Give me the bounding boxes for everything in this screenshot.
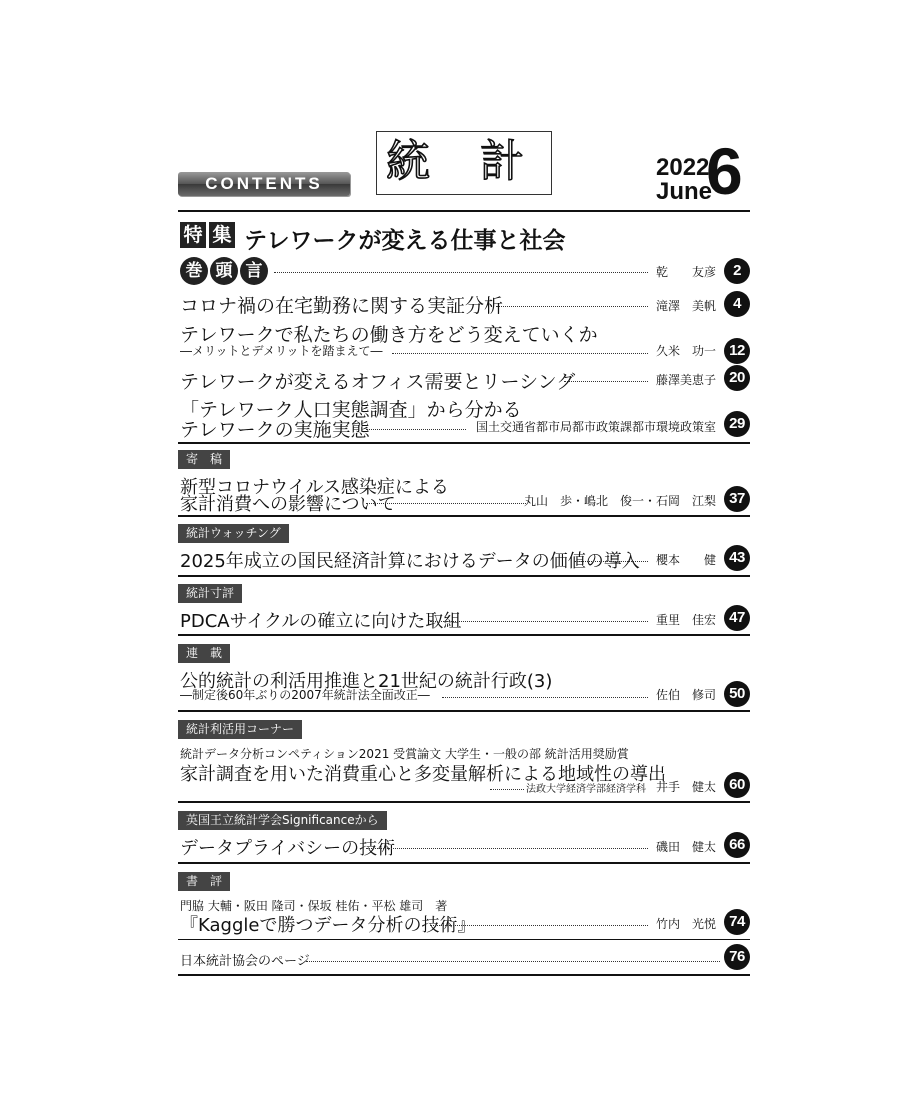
section-label: 寄 稿 [178,450,230,469]
article-author: 櫻本 健 [655,553,716,567]
foreword-char-3: 言 [240,257,268,285]
article-title[interactable]: PDCAサイクルの確立に向けた取組 [180,611,462,632]
leader-dots [430,925,648,926]
article-preheading: 統計データ分析コンペティション2021 受賞論文 大学生・一般の部 統計活用奨励賞 [180,747,629,761]
issue-number: 6 [706,134,743,208]
section-rule [178,862,750,864]
article-title[interactable]: 新型コロナウイルス感染症による [180,477,449,498]
section-label: 統計寸評 [178,584,242,603]
section-label: 統計ウォッチング [178,524,289,543]
leader-dots [392,353,648,354]
magazine-title: 統 計 [376,131,552,195]
article-title[interactable]: 2025年成立の国民経済計算におけるデータの価値の導入 [180,551,640,572]
page-number[interactable]: 47 [724,605,750,631]
leader-dots [274,272,648,273]
page-number[interactable]: 66 [724,832,750,858]
article-author: 藤澤美恵子 [655,373,716,387]
article-author: 磯田 健太 [655,840,716,854]
page-number[interactable]: 50 [724,681,750,707]
page-number[interactable]: 12 [724,338,750,364]
article-author: 久米 功一 [655,344,716,358]
article-title[interactable]: 「テレワーク人口実態調査」から分かる [180,399,522,421]
footer-title[interactable]: 日本統計協会のページ [180,954,310,969]
leader-dots [306,961,720,962]
section-rule [178,634,750,636]
foreword-char-1: 巻 [180,257,208,285]
section-rule [178,442,750,444]
header-rule [178,210,750,212]
section-rule [178,939,750,940]
page-number[interactable]: 20 [724,365,750,391]
article-title[interactable]: コロナ禍の在宅勤務に関する実証分析 [180,295,504,317]
leader-dots [430,621,648,622]
article-subtitle: ―メリットとデメリットを踏まえて― [180,344,383,358]
page-number[interactable]: 74 [724,909,750,935]
page-number[interactable]: 2 [724,258,750,284]
page-number[interactable]: 37 [724,486,750,512]
feature-tag-2: 集 [209,222,235,248]
article-subtitle: ―制定後60年ぶりの2007年統計法全面改正― [180,688,430,702]
article-title-line2[interactable]: テレワークの実施実態 [180,419,370,441]
article-title[interactable]: データプライバシーの技術 [180,838,396,859]
section-rule [178,515,750,517]
article-title-line2[interactable]: 家計消費への影響について [180,494,396,515]
section-label: 連 載 [178,644,230,663]
issue-year: 2022 [656,154,710,181]
contents-label: CONTENTS [178,172,350,196]
article-author: 国土交通省都市局都市政策課都市環境政策室 [475,420,716,434]
page-number[interactable]: 60 [724,772,750,798]
leader-dots [490,789,524,790]
leader-dots [366,429,466,430]
leader-dots [564,381,648,382]
feature-title: テレワークが変える仕事と社会 [244,227,566,254]
article-author: 竹内 光悦 [655,917,716,931]
page-number[interactable]: 29 [724,411,750,437]
section-rule [178,710,750,712]
page-number[interactable]: 4 [724,291,750,317]
leader-dots [574,561,648,562]
section-rule [178,801,750,803]
section-label: 統計利活用コーナー [178,720,302,739]
article-title[interactable]: テレワークが変えるオフィス需要とリーシング [180,371,576,393]
issue-month: June [656,178,713,205]
article-author: 井手 健太 [655,780,716,794]
article-author: 丸山 歩・嶋北 俊一・石岡 江梨 [523,494,716,508]
foreword-char-2: 頭 [210,257,238,285]
footer-rule [178,974,750,976]
author-affiliation: 法政大学経済学部経済学科 [526,784,646,795]
section-label: 英国王立統計学会Significanceから [178,811,387,830]
article-author: 佐伯 修司 [655,688,716,702]
page-number[interactable]: 76 [724,944,750,970]
article-title[interactable]: 家計調査を用いた消費重心と多変量解析による地域性の導出 [180,764,666,785]
leader-dots [442,697,648,698]
leader-dots [366,848,648,849]
leader-dots [366,503,526,504]
leader-dots [496,306,648,307]
book-authors: 門脇 大輔・阪田 隆司・保坂 桂佑・平松 雄司 著 [180,899,448,913]
page-number[interactable]: 43 [724,545,750,571]
article-author: 滝澤 美帆 [655,299,716,313]
section-label: 書 評 [178,872,230,891]
article-title[interactable]: 『Kaggleで勝つデータ分析の技術』 [180,915,476,936]
article-title[interactable]: テレワークで私たちの働き方をどう変えていくか [180,324,598,346]
article-author: 乾 友彦 [655,265,716,279]
article-author: 重里 佳宏 [655,613,716,627]
feature-tag-1: 特 [180,222,206,248]
section-rule [178,575,750,577]
article-title[interactable]: 公的統計の利活用推進と21世紀の統計行政(3) [180,671,553,692]
